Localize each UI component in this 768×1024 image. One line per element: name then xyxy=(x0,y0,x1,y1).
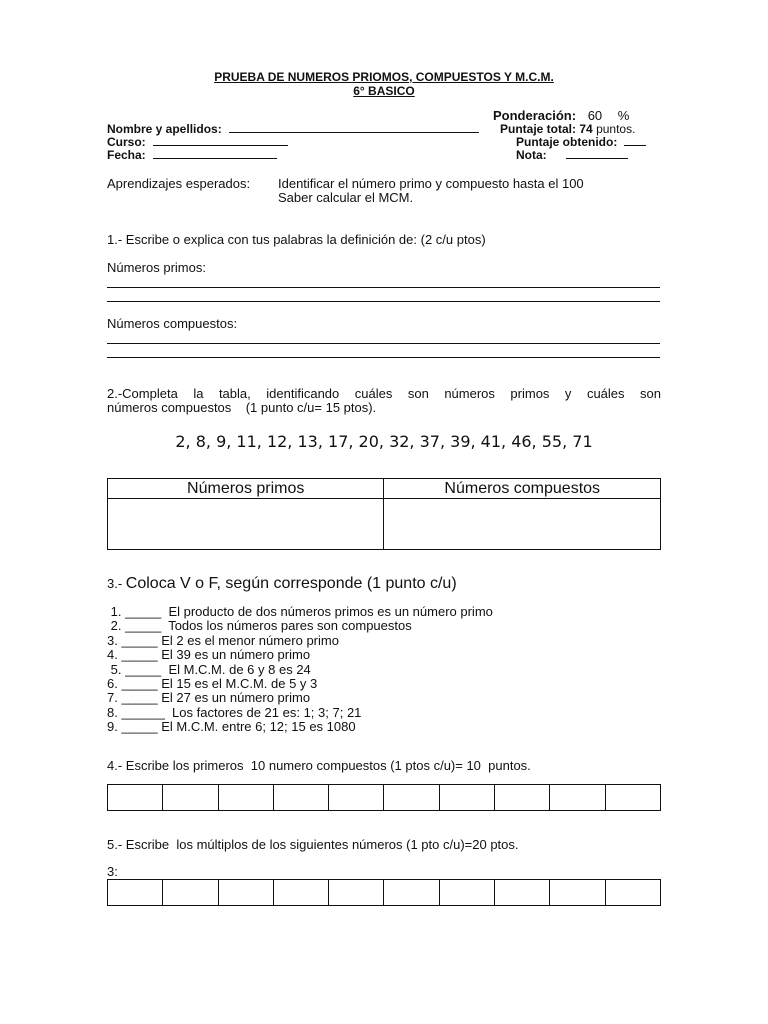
page-subtitle: 6° BASICO xyxy=(353,84,415,98)
q4-answer-cell[interactable] xyxy=(439,785,494,811)
nota-field[interactable] xyxy=(566,148,628,159)
nombre-row xyxy=(107,122,479,136)
q2-compuestos-answer-cell[interactable] xyxy=(384,499,661,550)
q5-answer-cell[interactable] xyxy=(273,880,328,906)
q5-answer-cell[interactable] xyxy=(605,880,660,906)
q5-answer-cell[interactable] xyxy=(218,880,273,906)
q2-instruction-line2: números compuestos (1 punto c/u= 15 ptos). xyxy=(107,400,377,415)
q5-answer-grid xyxy=(107,879,661,906)
q2-instruction-line1: 2.-Completa la tabla, identificando cuáles son números primos y cuáles son xyxy=(107,386,661,401)
q4-answer-cell[interactable] xyxy=(163,785,218,811)
curso-row xyxy=(107,135,288,149)
q5-answer-cell[interactable] xyxy=(439,880,494,906)
q1-primos-answer-line[interactable] xyxy=(107,301,660,302)
q4-answer-grid xyxy=(107,784,661,811)
ponderacion-unit: % xyxy=(617,108,630,123)
puntaje-obtenido-label: Puntaje obtenido: xyxy=(516,135,618,149)
nombre-field[interactable] xyxy=(229,122,479,133)
nota-label: Nota: xyxy=(516,148,547,162)
puntaje-obtenido xyxy=(516,135,646,149)
q3-statement[interactable]: 9. _____ El M.C.M. entre 6; 12; 15 es 1080 xyxy=(107,719,356,735)
q3-title xyxy=(107,575,457,593)
nota xyxy=(516,148,628,162)
q2-col-compuestos: Números compuestos xyxy=(384,479,661,499)
q5-answer-cell[interactable] xyxy=(384,880,439,906)
fecha-row xyxy=(107,148,277,162)
q3-title-text: Coloca V o F, según corresponde (1 punto c/u) xyxy=(125,575,457,592)
page-title: PRUEBA DE NUMEROS PRIOMOS, COMPUESTOS Y M.C.M. xyxy=(214,70,554,84)
q5-label-3: 3: xyxy=(107,864,118,879)
q3-statement[interactable]: 6. _____ El 15 es el M.C.M. de 5 y 3 xyxy=(107,676,318,692)
q4-answer-cell[interactable] xyxy=(218,785,273,811)
fecha-field[interactable] xyxy=(153,148,277,159)
ponderacion-label: Ponderación: xyxy=(493,108,577,123)
q4-answer-cell[interactable] xyxy=(273,785,328,811)
q5-answer-cell[interactable] xyxy=(108,880,163,906)
q3-statement-list xyxy=(107,605,493,735)
q1-compuestos-label: Números compuestos: xyxy=(107,316,238,331)
q1-compuestos-answer-line[interactable] xyxy=(107,343,660,344)
q2-classification-table xyxy=(107,478,661,550)
q3-statement[interactable]: 2. _____ Todos los números pares son compuestos xyxy=(107,618,412,634)
q5-answer-cell[interactable] xyxy=(329,880,384,906)
q4-answer-cell[interactable] xyxy=(384,785,439,811)
q4-title: 4.- Escribe los primeros 10 numero compuestos (1 ptos c/u)= 10 puntos. xyxy=(107,758,531,773)
curso-label: Curso: xyxy=(107,135,146,149)
q1-title: 1.- Escribe o explica con tus palabras la definición de: (2 c/u ptos) xyxy=(107,232,486,247)
q4-answer-cell[interactable] xyxy=(605,785,660,811)
q4-answer-cell[interactable] xyxy=(108,785,163,811)
q3-statement[interactable]: 3. _____ El 2 es el menor número primo xyxy=(107,632,339,648)
q5-answer-cell[interactable] xyxy=(550,880,605,906)
q1-primos-answer-line[interactable] xyxy=(107,287,660,288)
q5-answer-cell[interactable] xyxy=(163,880,218,906)
puntaje-total-value: 74 xyxy=(579,122,593,136)
q4-answer-cell[interactable] xyxy=(495,785,550,811)
fecha-label: Fecha: xyxy=(107,148,146,162)
q3-statement[interactable]: 4. _____ El 39 es un número primo xyxy=(107,647,311,663)
curso-field[interactable] xyxy=(153,135,288,146)
q3-statement[interactable]: 7. _____ El 27 es un número primo xyxy=(107,690,311,706)
q2-number-list: 2, 8, 9, 11, 12, 13, 17, 20, 32, 37, 39, 41, 46, 55, 71 xyxy=(175,432,593,451)
puntaje-obtenido-field[interactable] xyxy=(624,135,646,146)
q1-primos-label: Números primos: xyxy=(107,260,206,275)
q2-primos-answer-cell[interactable] xyxy=(108,499,384,550)
q2-col-primos: Números primos xyxy=(108,479,384,499)
puntaje-total-unit: puntos. xyxy=(596,122,636,136)
q4-answer-cell[interactable] xyxy=(550,785,605,811)
aprendizajes-label: Aprendizajes esperados: xyxy=(107,176,251,191)
aprendizajes-line2: Saber calcular el MCM. xyxy=(278,190,414,205)
aprendizajes-line1: Identificar el número primo y compuesto hasta el 100 xyxy=(278,176,584,191)
ponderacion-value: 60 xyxy=(587,108,603,123)
q3-prefix: 3.- xyxy=(107,576,123,591)
ponderacion xyxy=(493,108,629,123)
q3-statement[interactable]: 8. ______ Los factores de 21 es: 1; 3; 7; 21 xyxy=(107,704,362,720)
nombre-label: Nombre y apellidos: xyxy=(107,122,222,136)
q3-statement[interactable]: 1. _____ El producto de dos números primos es un número primo xyxy=(107,604,493,619)
puntaje-total-label: Puntaje total: xyxy=(500,122,577,136)
q3-statement[interactable]: 5. _____ El M.C.M. de 6 y 8 es 24 xyxy=(107,661,311,677)
q5-title: 5.- Escribe los múltiplos de los siguientes números (1 pto c/u)=20 ptos. xyxy=(107,837,519,852)
q1-compuestos-answer-line[interactable] xyxy=(107,357,660,358)
q4-answer-cell[interactable] xyxy=(329,785,384,811)
q5-answer-cell[interactable] xyxy=(495,880,550,906)
puntaje-total xyxy=(500,122,635,136)
